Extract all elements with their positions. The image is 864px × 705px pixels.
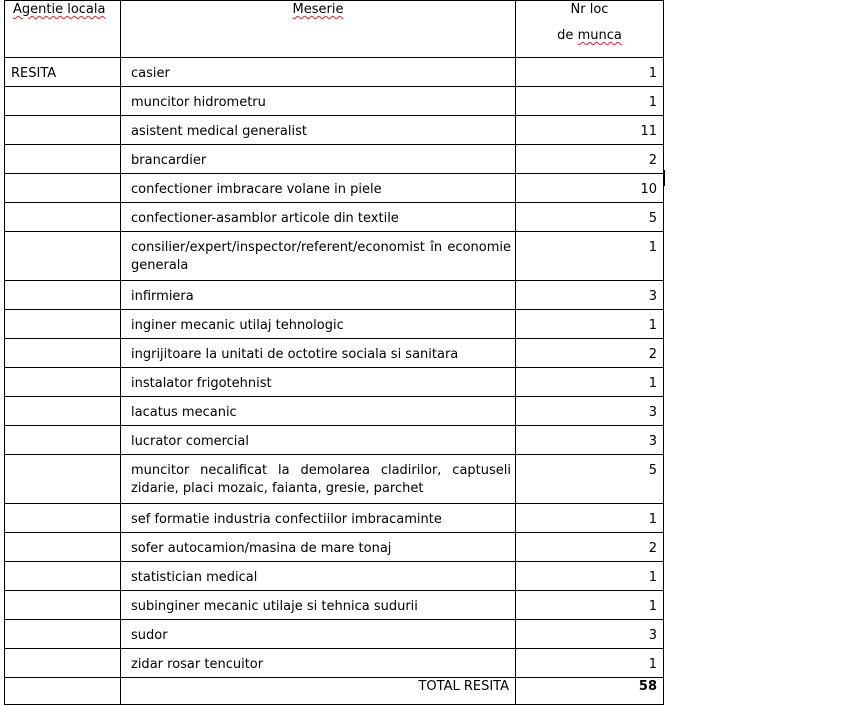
count-cell: 1 bbox=[516, 232, 664, 281]
header-count: Nr loc de munca bbox=[516, 1, 664, 58]
count-cell: 1 bbox=[516, 591, 664, 620]
agency-cell bbox=[5, 281, 121, 310]
count-cell: 1 bbox=[516, 649, 664, 678]
agency-cell bbox=[5, 455, 121, 504]
agency-cell bbox=[5, 426, 121, 455]
count-cell: 5 bbox=[516, 203, 664, 232]
count-cell: 3 bbox=[516, 397, 664, 426]
table-row bbox=[5, 591, 664, 620]
table-row bbox=[5, 649, 664, 678]
table-row bbox=[5, 533, 664, 562]
table-row bbox=[5, 174, 664, 203]
total-value: 58 bbox=[516, 678, 664, 705]
agency-cell bbox=[5, 368, 121, 397]
job-cell: zidar rosar tencuitor bbox=[121, 649, 516, 678]
table-row bbox=[5, 116, 664, 145]
table-row bbox=[5, 310, 664, 339]
table-row bbox=[5, 339, 664, 368]
count-cell: 11 bbox=[516, 116, 664, 145]
count-cell: 2 bbox=[516, 145, 664, 174]
job-cell: sef formatie industria confectiilor imbracaminte bbox=[121, 504, 516, 533]
agency-cell bbox=[5, 649, 121, 678]
job-cell: brancardier bbox=[121, 145, 516, 174]
total-label: TOTAL RESITA bbox=[121, 678, 516, 705]
count-cell: 3 bbox=[516, 281, 664, 310]
job-cell: instalator frigotehnist bbox=[121, 368, 516, 397]
agency-cell bbox=[5, 116, 121, 145]
count-cell: 1 bbox=[516, 368, 664, 397]
agency-cell bbox=[5, 504, 121, 533]
count-cell: 2 bbox=[516, 533, 664, 562]
count-cell: 10 bbox=[516, 174, 664, 203]
agency-cell bbox=[5, 310, 121, 339]
agency-cell: RESITA bbox=[5, 58, 121, 87]
table-row bbox=[5, 232, 664, 281]
agency-cell bbox=[5, 620, 121, 649]
job-cell: ingrijitoare la unitati de octotire sociala si sanitara bbox=[121, 339, 516, 368]
agency-cell bbox=[5, 203, 121, 232]
agency-cell bbox=[5, 145, 121, 174]
job-cell: confectioner imbracare volane in piele bbox=[121, 174, 516, 203]
count-cell: 3 bbox=[516, 426, 664, 455]
header-job: Meserie bbox=[121, 1, 516, 58]
job-cell: sofer autocamion/masina de mare tonaj bbox=[121, 533, 516, 562]
job-cell: asistent medical generalist bbox=[121, 116, 516, 145]
job-cell: lacatus mecanic bbox=[121, 397, 516, 426]
job-cell: consilier/expert/inspector/referent/economist în economie generala bbox=[121, 232, 516, 281]
count-cell: 1 bbox=[516, 87, 664, 116]
table-row bbox=[5, 281, 664, 310]
job-cell: casier bbox=[121, 58, 516, 87]
agency-cell bbox=[5, 562, 121, 591]
job-cell: inginer mecanic utilaj tehnologic bbox=[121, 310, 516, 339]
job-vacancy-table bbox=[4, 0, 664, 705]
table-row bbox=[5, 58, 664, 87]
job-cell: confectioner-asamblor articole din textile bbox=[121, 203, 516, 232]
table-row bbox=[5, 426, 664, 455]
count-cell: 1 bbox=[516, 58, 664, 87]
job-cell: statistician medical bbox=[121, 562, 516, 591]
job-cell: sudor bbox=[121, 620, 516, 649]
agency-cell bbox=[5, 397, 121, 426]
agency-cell bbox=[5, 591, 121, 620]
header-count-line1: Nr loc bbox=[570, 2, 609, 17]
agency-cell bbox=[5, 232, 121, 281]
table-row bbox=[5, 145, 664, 174]
header-row bbox=[5, 1, 664, 58]
header-agency: Agentie locala bbox=[5, 1, 121, 58]
job-cell: infirmiera bbox=[121, 281, 516, 310]
agency-cell bbox=[5, 533, 121, 562]
table-row bbox=[5, 455, 664, 504]
job-cell: subinginer mecanic utilaje si tehnica sudurii bbox=[121, 591, 516, 620]
text-cursor bbox=[664, 170, 665, 186]
count-cell: 1 bbox=[516, 562, 664, 591]
job-cell: muncitor hidrometru bbox=[121, 87, 516, 116]
count-cell: 2 bbox=[516, 339, 664, 368]
count-cell: 3 bbox=[516, 620, 664, 649]
agency-cell bbox=[5, 174, 121, 203]
table-row bbox=[5, 203, 664, 232]
table-row bbox=[5, 504, 664, 533]
table-row bbox=[5, 87, 664, 116]
job-cell: muncitor necalificat la demolarea cladirilor, captuseli zidarie, placi mozaic, faianta, gresie, parchet bbox=[121, 455, 516, 504]
count-cell: 5 bbox=[516, 455, 664, 504]
table-row bbox=[5, 620, 664, 649]
count-cell: 1 bbox=[516, 310, 664, 339]
header-count-line2: munca bbox=[577, 28, 622, 43]
count-cell: 1 bbox=[516, 504, 664, 533]
total-row bbox=[5, 678, 664, 705]
agency-cell bbox=[5, 87, 121, 116]
job-cell: lucrator comercial bbox=[121, 426, 516, 455]
agency-cell bbox=[5, 339, 121, 368]
table-row bbox=[5, 562, 664, 591]
table-row bbox=[5, 397, 664, 426]
table-row bbox=[5, 368, 664, 397]
total-empty-cell bbox=[5, 678, 121, 705]
